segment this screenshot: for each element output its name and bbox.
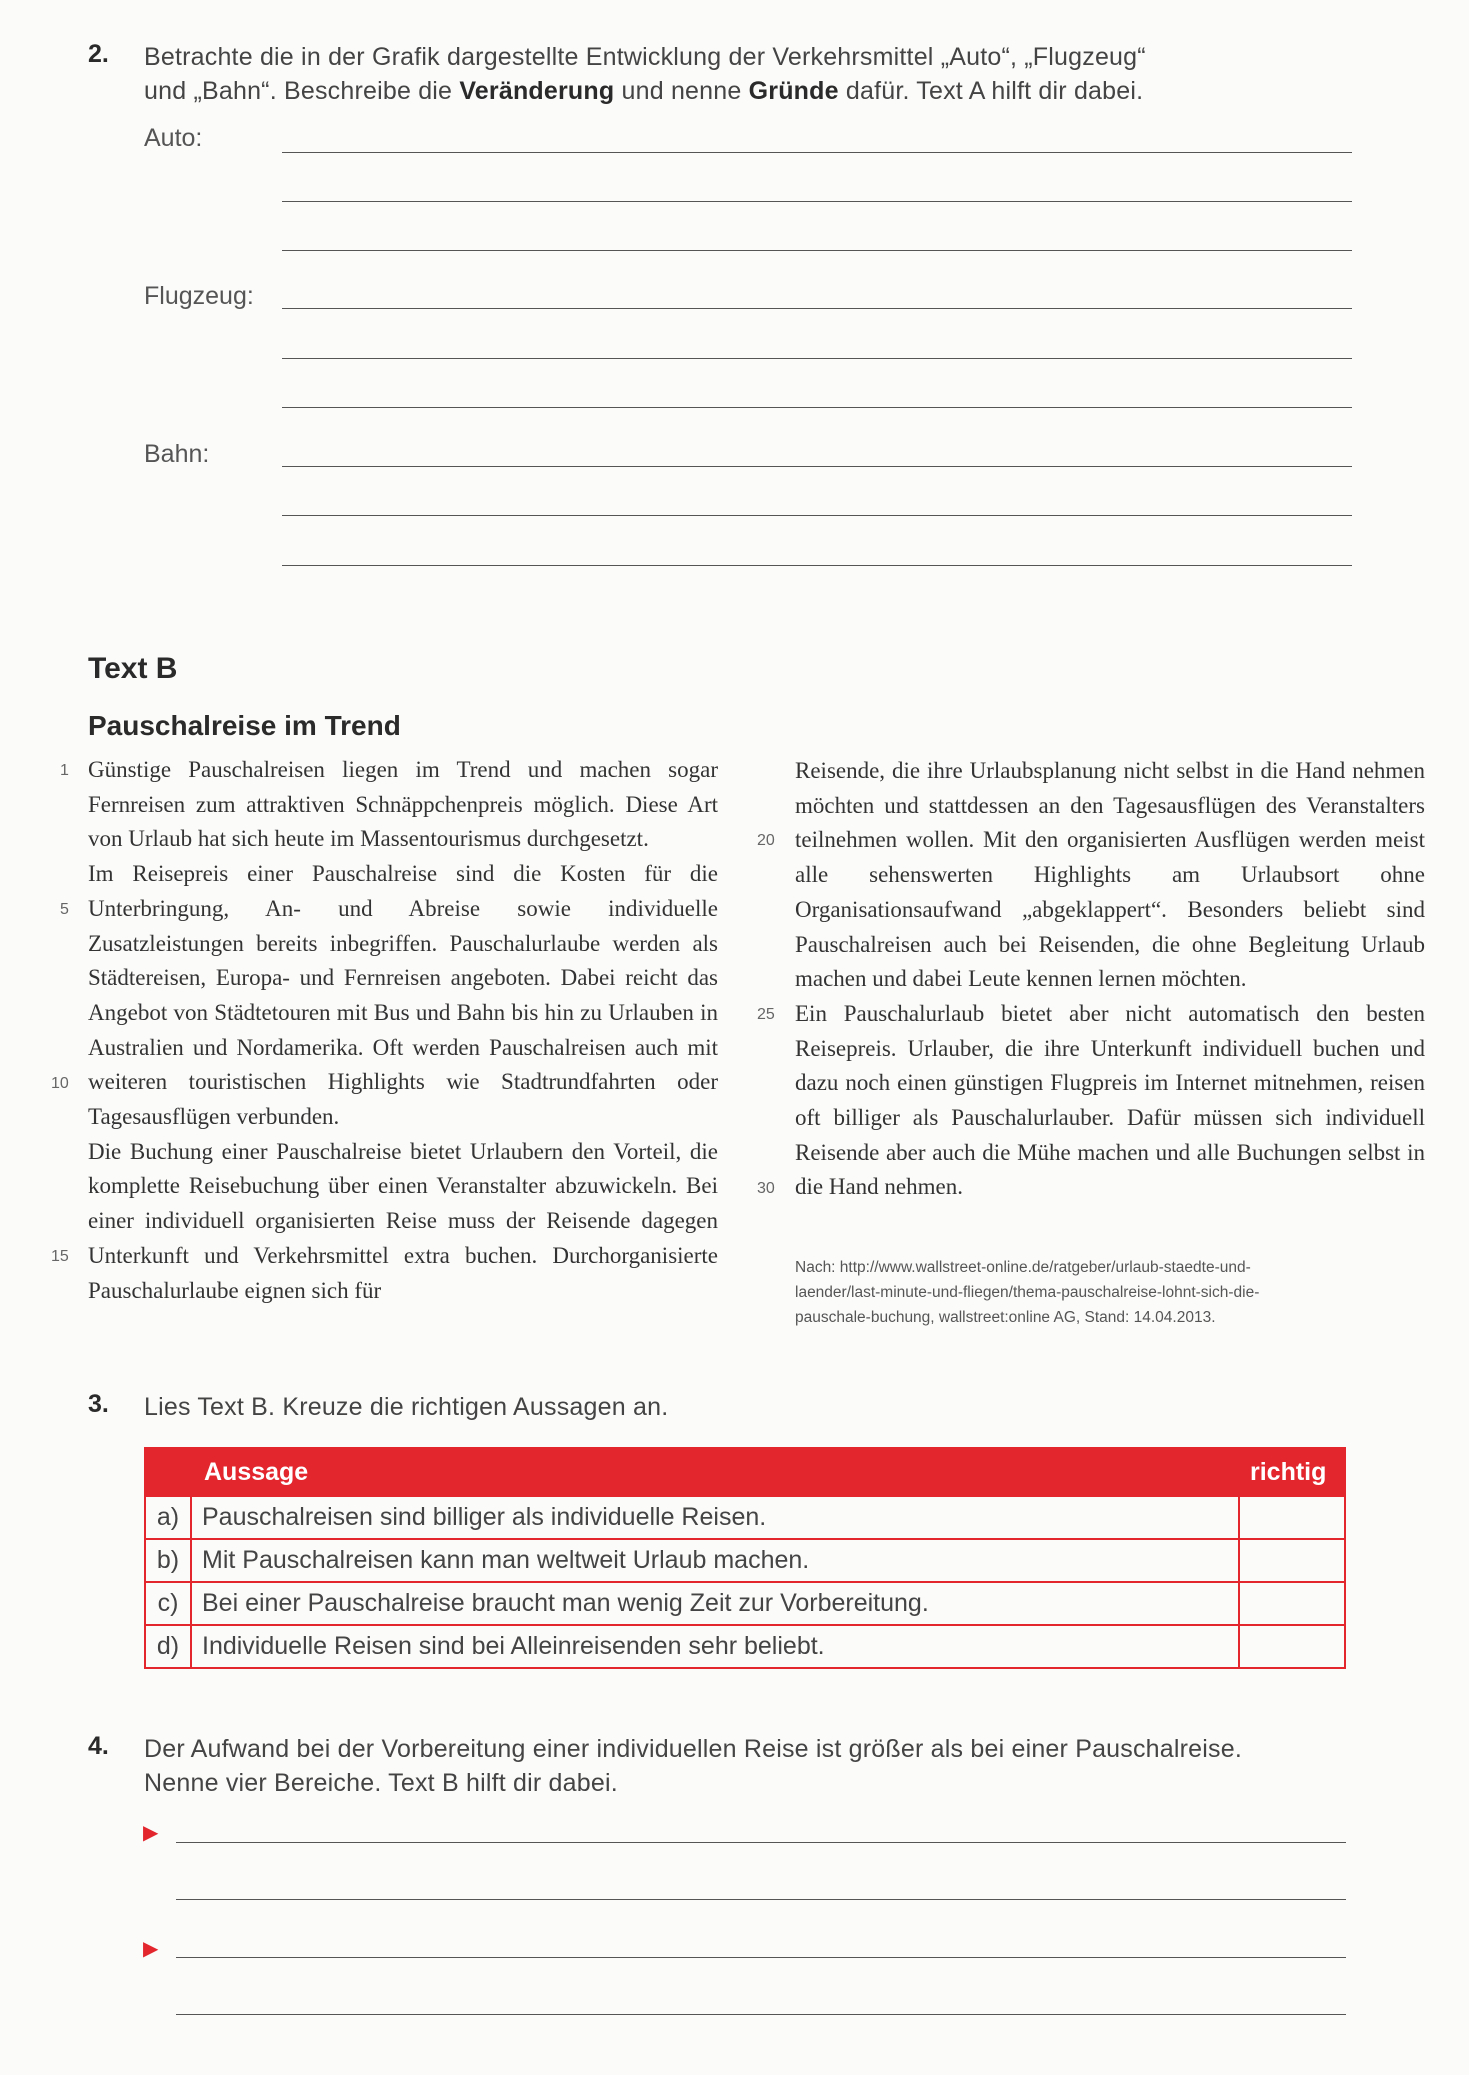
statements-table xyxy=(144,1447,1346,1669)
task-2-keyword-veraenderung: Veränderung xyxy=(459,77,615,105)
answer-line-bahn-1[interactable] xyxy=(282,466,1352,467)
row-letter: c) xyxy=(145,1582,191,1625)
row-statement: Mit Pauschalreisen kann man weltweit Urlaub machen. xyxy=(191,1539,1239,1582)
source-line: laender/last-minute-und-fliegen/thema-pauschalreise-lohnt-sich-die- xyxy=(795,1284,1260,1301)
answer-line-flugzeug-1[interactable] xyxy=(282,308,1352,309)
answer-line-auto-3[interactable] xyxy=(282,250,1352,251)
task-4-instruction xyxy=(144,1732,1374,1800)
task-2-instruction-line-2 xyxy=(144,74,1364,108)
row-checkbox-cell[interactable] xyxy=(1239,1582,1345,1625)
article-left-column xyxy=(88,753,718,1308)
line-number: 15 xyxy=(51,1248,69,1265)
answer-line-auto-2[interactable] xyxy=(282,201,1352,202)
answer-line-flugzeug-2[interactable] xyxy=(282,358,1352,359)
source-line: pauschale-buchung, wallstreet:online AG, Stand: 14.04.2013. xyxy=(795,1309,1216,1326)
article-paragraph: Ein Pauschalurlaub bietet aber nicht automatisch den besten Reisepreis. Urlauber, die ihre Unterkunft individuell buchen und dazu noch einen günstigen Flugpreis im Internet mitnehmen, reisen oft billiger als Pauschalurlauber. Dafür müssen sich individuell Reisende aber auch die Mühe machen und alle Buchungen selbst in die Hand nehmen. xyxy=(795,1000,1425,1200)
task-4-instruction-line-1: Der Aufwand bei der Vorbereitung einer individuellen Reise ist größer als bei einer Pauschalreise. xyxy=(144,1735,1242,1763)
header-statement: Aussage xyxy=(145,1448,1239,1496)
table-row xyxy=(145,1582,1345,1625)
table-row xyxy=(145,1625,1345,1668)
task-2-instruction-line-1: Betrachte die in der Grafik dargestellte Entwicklung der Verkehrsmittel „Auto“, „Flugzeug“ xyxy=(144,43,1146,71)
answer-line-task-4-4[interactable] xyxy=(176,2014,1346,2015)
answer-line-bahn-3[interactable] xyxy=(282,565,1352,566)
answer-label-bahn: Bahn: xyxy=(144,440,210,468)
article-paragraph: Die Buchung einer Pauschalreise bietet Urlaubern den Vorteil, die komplette Reisebuchung über einen Veranstalter abzuwickeln. Bei einer individuell organisierten Reise muss der Reisende dagegen Unterkunft und Verkehrsmittel extra buchen. Durchorganisierte Pauschalurlaube eignen sich für xyxy=(88,1138,718,1303)
article-title: Pauschalreise im Trend xyxy=(88,710,401,741)
article-paragraph: Reisende, die ihre Urlaubsplanung nicht selbst in die Hand nehmen möchten und stattdessen an den Tagesausflügen des Veranstalters teilnehmen wollen. Mit den organisierten Ausflügen werden meist alle sehenswerten Highlights am Urlaubsort ohne Organisationsaufwand „abgeklappert“. Besonders beliebt sind Pauschalreisen auch bei Reisenden, die ohne Begleitung Urlaub machen und dabei Leute kennen lernen möchten. xyxy=(795,758,1425,992)
answer-label-flugzeug: Flugzeug: xyxy=(144,282,254,310)
table-header-row xyxy=(145,1448,1345,1496)
line-number: 1 xyxy=(60,762,69,779)
task-4-instruction-line-2: Nenne vier Bereiche. Text B hilft dir dabei. xyxy=(144,1769,618,1797)
line-number: 20 xyxy=(757,832,775,849)
answer-line-task-4-2[interactable] xyxy=(176,1899,1346,1900)
task-2-keyword-gruende: Gründe xyxy=(748,77,839,105)
article-source xyxy=(795,1255,1435,1330)
table-row xyxy=(145,1539,1345,1582)
header-correct: richtig xyxy=(1239,1448,1345,1496)
row-letter: a) xyxy=(145,1496,191,1539)
answer-line-flugzeug-3[interactable] xyxy=(282,407,1352,408)
row-letter: d) xyxy=(145,1625,191,1668)
table-row xyxy=(145,1496,1345,1539)
article-right-column xyxy=(795,754,1425,1205)
task-2-text-part: und „Bahn“. Beschreibe die xyxy=(144,77,460,105)
row-statement: Bei einer Pauschalreise braucht man wenig Zeit zur Vorbereitung. xyxy=(191,1582,1239,1625)
line-number: 30 xyxy=(757,1180,775,1197)
source-line: Nach: http://www.wallstreet-online.de/ratgeber/urlaub-staedte-und- xyxy=(795,1259,1251,1276)
task-2-text-part: dafür. Text A hilft dir dabei. xyxy=(838,77,1144,105)
answer-line-task-4-3[interactable] xyxy=(176,1957,1346,1958)
task-3-number: 3. xyxy=(88,1390,109,1418)
line-number: 5 xyxy=(60,901,69,918)
row-letter: b) xyxy=(145,1539,191,1582)
answer-label-auto: Auto: xyxy=(144,124,203,152)
task-2-number: 2. xyxy=(88,40,109,68)
line-number: 25 xyxy=(757,1006,775,1023)
row-statement: Individuelle Reisen sind bei Alleinreisenden sehr beliebt. xyxy=(191,1625,1239,1668)
article-paragraph: Günstige Pauschalreisen liegen im Trend und machen sogar Fernreisen zum attraktiven Schnäppchenpreis möglich. Diese Art von Urlaub hat sich heute im Massentourismus durchgesetzt. xyxy=(88,757,718,852)
row-checkbox-cell[interactable] xyxy=(1239,1625,1345,1668)
section-title-text-b: Text B xyxy=(88,652,178,685)
answer-line-bahn-2[interactable] xyxy=(282,515,1352,516)
line-number: 10 xyxy=(51,1075,69,1092)
row-checkbox-cell[interactable] xyxy=(1239,1539,1345,1582)
red-triangle-bullet-icon: ▶ xyxy=(143,1822,159,1844)
task-4-number: 4. xyxy=(88,1732,109,1760)
task-2-text-part: und nenne xyxy=(614,77,749,105)
task-2-instruction xyxy=(144,40,1364,108)
article-paragraph: Im Reisepreis einer Pauschalreise sind die Kosten für die Unterbringung, An- und Abreise sowie individuelle Zusatzleistungen bereits inbegriffen. Pauschalurlaube werden als Städtereisen, Europa- und Fernreisen angeboten. Dabei reicht das Angebot von Städtetouren mit Bus und Bahn bis hin zu Urlauben in Australien und Nordamerika. Oft werden Pauschalreisen auch mit weiteren touristischen Highlights wie Stadtrundfahrten oder Tagesausflügen verbunden. xyxy=(88,861,718,1130)
row-checkbox-cell[interactable] xyxy=(1239,1496,1345,1539)
task-3-instruction: Lies Text B. Kreuze die richtigen Aussagen an. xyxy=(144,1393,669,1421)
red-triangle-bullet-icon: ▶ xyxy=(143,1938,159,1960)
row-statement: Pauschalreisen sind billiger als individuelle Reisen. xyxy=(191,1496,1239,1539)
answer-line-auto-1[interactable] xyxy=(282,152,1352,153)
answer-line-task-4-1[interactable] xyxy=(176,1842,1346,1843)
